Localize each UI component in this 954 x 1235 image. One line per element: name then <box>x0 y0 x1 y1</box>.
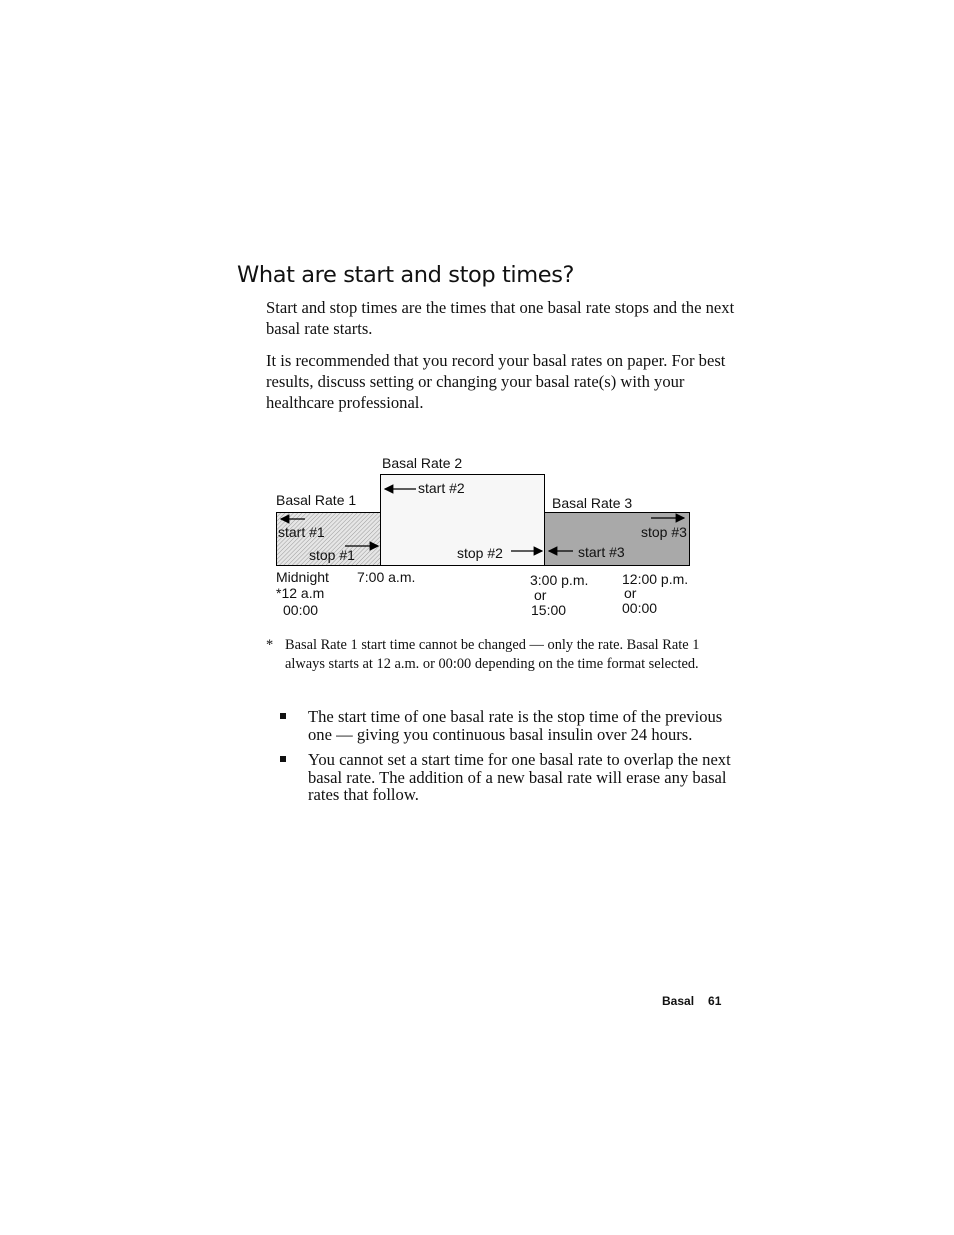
stop-2-label: stop #2 <box>457 545 503 561</box>
bullet-text: You cannot set a start time for one basal rate to overlap the next basal rate. The addition of a new basal rate will erase any basal rates that follow. <box>308 750 731 804</box>
time-12pm-label: 12:00 p.m. <box>622 571 689 587</box>
time-3pm-or-label: or <box>534 587 547 603</box>
footnote-marker: * <box>266 637 274 653</box>
start-3-label: start #3 <box>578 544 625 560</box>
stop-3-label: stop #3 <box>641 524 687 540</box>
bullet-list <box>280 708 736 812</box>
page-number: 61 <box>708 994 722 1008</box>
time-0000-label: 00:00 <box>283 602 319 618</box>
time-12pm-or-label: or <box>624 585 637 601</box>
stop-1-label: stop #1 <box>309 547 355 563</box>
basal-rate-1-label: Basal Rate 1 <box>276 492 357 508</box>
time-7am-label: 7:00 a.m. <box>357 569 416 585</box>
time-1500-label: 15:00 <box>531 602 567 618</box>
footnote <box>266 636 716 673</box>
bullet-square-icon <box>280 713 286 719</box>
page-footer <box>662 994 721 1008</box>
time-12am-label: *12 a.m <box>276 585 325 601</box>
footer-section: Basal <box>662 994 695 1008</box>
time-midnight-label: Midnight <box>276 569 329 585</box>
time-3pm-label: 3:00 p.m. <box>530 572 589 588</box>
basal-rate-3-label: Basal Rate 3 <box>552 495 633 511</box>
basal-rate-2-label: Basal Rate 2 <box>382 455 463 471</box>
bullet-square-icon <box>280 756 286 762</box>
bullet-text: The start time of one basal rate is the stop time of the previous one — giving you continuous basal insulin over 24 hours. <box>308 707 723 744</box>
start-1-label: start #1 <box>278 524 325 540</box>
time-12pm-0000-label: 00:00 <box>622 600 658 616</box>
footnote-text: Basal Rate 1 start time cannot be changed — only the rate. Basal Rate 1 always starts at 12 a.m. or 00:00 depending on the time format selected. <box>285 637 700 672</box>
intro-paragraph: Start and stop times are the times that one basal rate stops and the next basal rate starts. <box>266 298 735 338</box>
page-heading: What are start and stop times? <box>237 262 575 288</box>
start-2-label: start #2 <box>418 480 465 496</box>
list-item <box>280 751 736 804</box>
list-item <box>280 708 736 743</box>
recommendation-paragraph: It is recommended that you record your basal rates on paper. For best results, discuss setting or changing your basal rate(s) with your healthcare professional. <box>266 351 726 412</box>
